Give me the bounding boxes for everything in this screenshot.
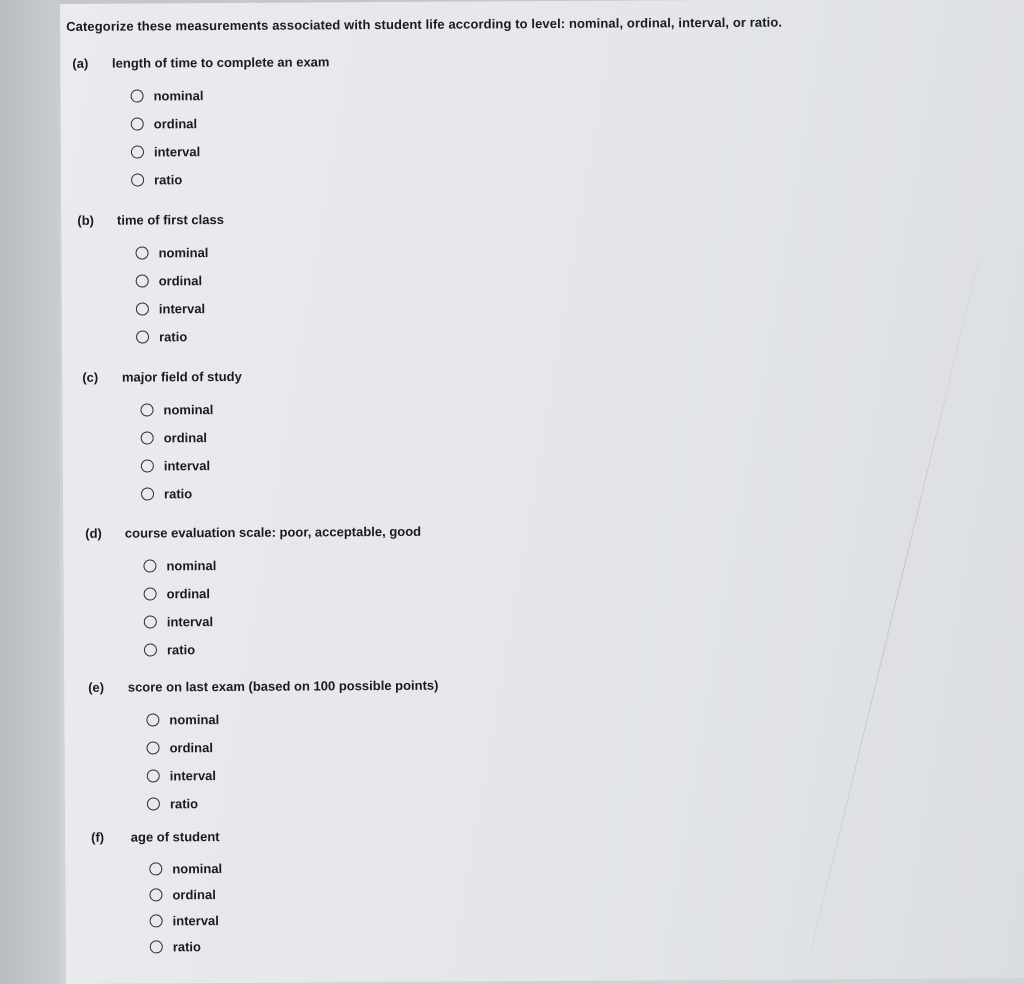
question-c (82, 367, 583, 508)
question-header (88, 677, 588, 700)
radio-button[interactable] (136, 302, 149, 315)
option-label: nominal (172, 860, 223, 876)
option-ordinal[interactable] (131, 107, 573, 138)
radio-button[interactable] (146, 713, 159, 726)
radio-button[interactable] (131, 173, 144, 186)
option-label: interval (172, 912, 219, 928)
option-ratio[interactable] (144, 633, 586, 664)
option-interval[interactable] (144, 605, 586, 636)
question-letter: (a) (72, 55, 89, 71)
worksheet-page (60, 0, 1024, 984)
option-label: ordinal (166, 585, 211, 601)
top-edge (60, 0, 1024, 4)
option-nominal[interactable] (143, 549, 585, 580)
option-label: nominal (163, 401, 214, 417)
option-ordinal[interactable] (141, 421, 583, 452)
option-interval[interactable] (141, 449, 583, 480)
question-letter: (f) (91, 829, 105, 845)
question-header (85, 523, 585, 546)
option-nominal[interactable] (149, 853, 591, 882)
question-letter: (e) (88, 679, 105, 695)
option-group (85, 549, 586, 664)
radio-button[interactable] (141, 459, 154, 472)
option-interval[interactable] (147, 759, 589, 790)
option-label: interval (166, 613, 214, 629)
background-left-edge (0, 0, 60, 984)
option-label: interval (158, 300, 206, 316)
option-group (73, 79, 574, 194)
option-nominal[interactable] (135, 236, 577, 267)
option-label: nominal (169, 711, 220, 727)
question-text: course evaluation scale: poor, acceptable, good (124, 523, 422, 541)
option-label: interval (169, 767, 217, 783)
question-header (82, 367, 582, 390)
question-e (88, 677, 589, 818)
option-interval[interactable] (150, 905, 592, 934)
option-label: ratio (169, 795, 199, 811)
option-label: ratio (166, 641, 196, 657)
option-nominal[interactable] (130, 79, 572, 110)
question-header (91, 827, 591, 850)
radio-button[interactable] (143, 559, 156, 572)
option-ordinal[interactable] (136, 264, 578, 295)
question-text: age of student (130, 829, 220, 845)
radio-button[interactable] (149, 888, 162, 901)
option-label: ratio (172, 938, 202, 954)
option-group (82, 393, 583, 508)
radio-button[interactable] (140, 403, 153, 416)
option-nominal[interactable] (146, 703, 588, 734)
question-text: major field of study (121, 368, 242, 385)
question-header (72, 53, 572, 76)
option-group (91, 853, 592, 960)
radio-button[interactable] (147, 797, 160, 810)
radio-button[interactable] (144, 587, 157, 600)
radio-button[interactable] (147, 769, 160, 782)
option-ratio[interactable] (150, 931, 592, 960)
option-ratio[interactable] (147, 787, 589, 818)
option-label: ordinal (172, 886, 216, 902)
option-label: ratio (154, 171, 183, 187)
option-label: nominal (153, 87, 204, 103)
option-ordinal[interactable] (146, 731, 588, 762)
option-label: ratio (159, 328, 188, 344)
option-label: ordinal (163, 429, 208, 445)
radio-button[interactable] (136, 246, 149, 259)
question-d (85, 523, 586, 664)
question-text: time of first class (116, 212, 224, 228)
option-label: ratio (163, 485, 193, 501)
question-header (77, 210, 577, 233)
radio-button[interactable] (131, 89, 144, 102)
option-label: nominal (158, 244, 209, 260)
question-text: length of time to complete an exam (111, 54, 330, 71)
option-label: ordinal (153, 115, 198, 131)
question-letter: (d) (85, 525, 102, 541)
option-group (88, 703, 589, 818)
option-label: ordinal (158, 272, 203, 288)
option-label: ordinal (169, 739, 213, 755)
radio-button[interactable] (136, 274, 149, 287)
option-label: interval (163, 457, 211, 473)
question-text: score on last exam (based on 100 possible points) (127, 677, 439, 695)
radio-button[interactable] (149, 862, 162, 875)
option-label: nominal (166, 557, 217, 573)
option-interval[interactable] (136, 292, 578, 323)
option-ratio[interactable] (141, 477, 583, 508)
option-interval[interactable] (131, 135, 573, 166)
radio-button[interactable] (150, 940, 163, 953)
radio-button[interactable] (141, 487, 154, 500)
radio-button[interactable] (150, 914, 163, 927)
radio-button[interactable] (144, 643, 157, 656)
option-ratio[interactable] (131, 163, 573, 194)
option-ordinal[interactable] (149, 879, 591, 908)
radio-button[interactable] (131, 145, 144, 158)
question-letter: (c) (82, 369, 99, 385)
question-f (91, 827, 592, 960)
radio-button[interactable] (144, 615, 157, 628)
radio-button[interactable] (131, 117, 144, 130)
option-ordinal[interactable] (144, 577, 586, 608)
question-a (72, 53, 573, 194)
option-ratio[interactable] (136, 320, 578, 351)
radio-button[interactable] (136, 330, 149, 343)
option-group (77, 236, 578, 351)
radio-button[interactable] (141, 431, 154, 444)
option-nominal[interactable] (140, 393, 582, 424)
question-b (77, 210, 578, 351)
option-label: interval (153, 143, 201, 159)
question-letter: (b) (77, 212, 95, 228)
radio-button[interactable] (147, 741, 160, 754)
instruction-text: Categorize these measurements associated with student life according to level: nominal, ordinal, interval, or ratio. (66, 14, 783, 34)
paper-fold-shadow (810, 194, 995, 952)
